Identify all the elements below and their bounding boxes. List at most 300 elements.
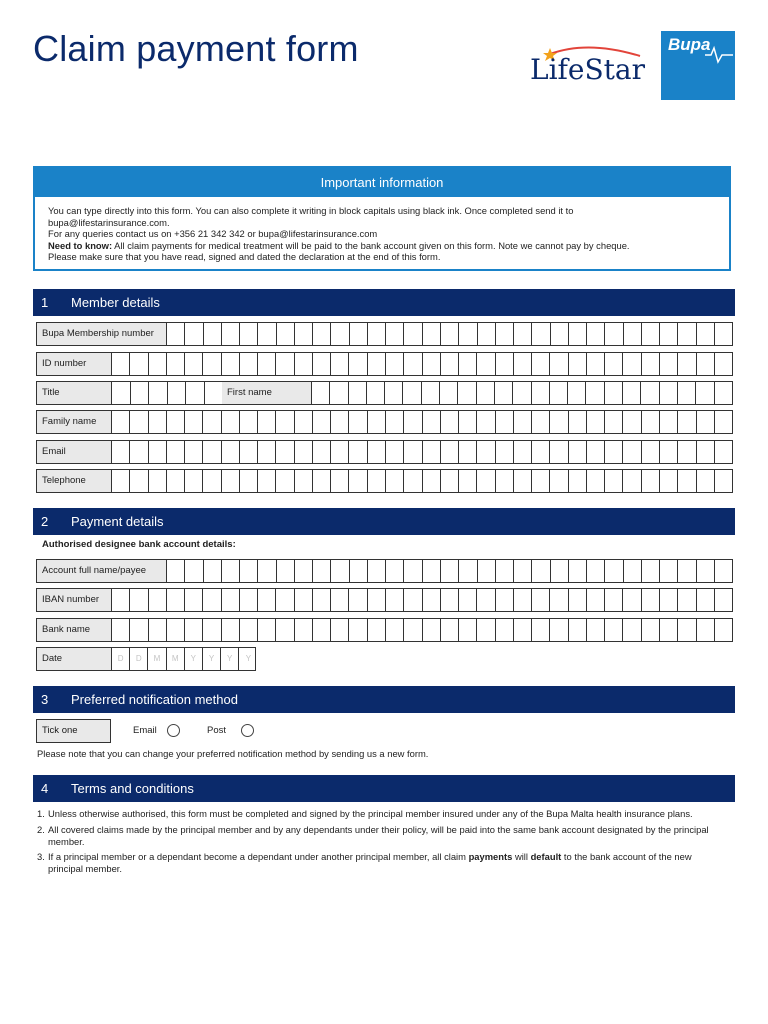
input-cell[interactable] — [313, 411, 331, 433]
input-cell[interactable] — [368, 411, 386, 433]
input-cell[interactable] — [697, 560, 715, 582]
input-cell[interactable] — [423, 411, 441, 433]
input-cell[interactable] — [550, 589, 568, 611]
input-cell[interactable] — [276, 470, 294, 492]
input-cell[interactable] — [295, 470, 313, 492]
input-cell[interactable] — [697, 323, 715, 345]
input-cell[interactable] — [678, 382, 696, 404]
telephone-cells[interactable] — [112, 470, 732, 492]
title-cells[interactable] — [112, 382, 222, 404]
bank-name-field[interactable] — [36, 618, 733, 642]
email-cells[interactable] — [112, 441, 732, 463]
input-cell[interactable] — [313, 470, 331, 492]
input-cell[interactable] — [642, 353, 660, 375]
input-cell[interactable] — [550, 411, 568, 433]
input-cell[interactable] — [697, 619, 715, 641]
input-cell[interactable] — [403, 382, 421, 404]
family-name-field[interactable] — [36, 410, 733, 434]
input-cell[interactable] — [149, 353, 167, 375]
input-cell[interactable] — [222, 589, 240, 611]
input-cell[interactable] — [112, 441, 130, 463]
input-cell[interactable] — [222, 441, 240, 463]
input-cell[interactable] — [496, 589, 514, 611]
input-cell[interactable] — [423, 560, 441, 582]
account-name-cells[interactable] — [167, 560, 732, 582]
input-cell[interactable] — [550, 619, 568, 641]
input-cell[interactable] — [660, 619, 678, 641]
input-cell[interactable] — [477, 589, 495, 611]
input-cell[interactable] — [367, 382, 385, 404]
input-cell[interactable] — [678, 560, 696, 582]
input-cell[interactable] — [715, 323, 732, 345]
input-cell[interactable] — [550, 470, 568, 492]
input-cell[interactable] — [240, 589, 258, 611]
input-cell[interactable] — [349, 382, 367, 404]
input-cell[interactable] — [496, 323, 514, 345]
input-cell[interactable] — [313, 323, 331, 345]
input-cell[interactable] — [149, 382, 168, 404]
membership-number-field[interactable] — [36, 322, 733, 346]
input-cell[interactable] — [185, 589, 203, 611]
input-cell[interactable] — [660, 411, 678, 433]
input-cell[interactable] — [441, 560, 459, 582]
input-cell[interactable] — [386, 323, 404, 345]
input-cell[interactable] — [660, 589, 678, 611]
input-cell[interactable] — [295, 323, 313, 345]
input-cell[interactable] — [167, 323, 185, 345]
input-cell[interactable] — [459, 353, 477, 375]
input-cell[interactable] — [605, 353, 623, 375]
input-cell[interactable] — [605, 560, 623, 582]
input-cell[interactable] — [715, 589, 732, 611]
input-cell[interactable] — [168, 382, 187, 404]
input-cell[interactable] — [313, 619, 331, 641]
input-cell[interactable] — [295, 353, 313, 375]
input-cell[interactable] — [423, 589, 441, 611]
input-cell[interactable] — [496, 560, 514, 582]
input-cell[interactable] — [276, 441, 294, 463]
input-cell[interactable] — [550, 441, 568, 463]
input-cell[interactable] — [295, 411, 313, 433]
input-cell[interactable] — [349, 411, 367, 433]
input-cell[interactable] — [149, 441, 167, 463]
input-cell[interactable] — [660, 560, 678, 582]
input-cell[interactable] — [258, 470, 276, 492]
input-cell[interactable] — [660, 382, 678, 404]
input-cell[interactable] — [222, 353, 240, 375]
input-cell[interactable] — [587, 589, 605, 611]
input-cell[interactable] — [532, 619, 550, 641]
date-month-cell[interactable]: M — [148, 648, 166, 670]
input-cell[interactable] — [532, 323, 550, 345]
input-cell[interactable] — [240, 470, 258, 492]
input-cell[interactable] — [349, 441, 367, 463]
input-cell[interactable] — [623, 619, 641, 641]
iban-field[interactable] — [36, 588, 733, 612]
input-cell[interactable] — [514, 560, 532, 582]
input-cell[interactable] — [386, 353, 404, 375]
input-cell[interactable] — [112, 619, 130, 641]
input-cell[interactable] — [422, 382, 440, 404]
email-field[interactable] — [36, 440, 733, 464]
input-cell[interactable] — [368, 589, 386, 611]
input-cell[interactable] — [441, 353, 459, 375]
input-cell[interactable] — [641, 382, 659, 404]
input-cell[interactable] — [149, 619, 167, 641]
id-number-cells[interactable] — [112, 353, 732, 375]
input-cell[interactable] — [349, 470, 367, 492]
input-cell[interactable] — [331, 411, 349, 433]
input-cell[interactable] — [404, 411, 422, 433]
input-cell[interactable] — [149, 470, 167, 492]
input-cell[interactable] — [330, 382, 348, 404]
input-cell[interactable] — [477, 470, 495, 492]
input-cell[interactable] — [277, 560, 295, 582]
input-cell[interactable] — [313, 589, 331, 611]
input-cell[interactable] — [441, 323, 459, 345]
input-cell[interactable] — [642, 619, 660, 641]
input-cell[interactable] — [240, 560, 258, 582]
input-cell[interactable] — [167, 589, 185, 611]
input-cell[interactable] — [551, 323, 569, 345]
input-cell[interactable] — [205, 382, 223, 404]
input-cell[interactable] — [204, 560, 222, 582]
input-cell[interactable] — [167, 560, 185, 582]
input-cell[interactable] — [514, 441, 532, 463]
input-cell[interactable] — [240, 411, 258, 433]
input-cell[interactable] — [513, 382, 531, 404]
input-cell[interactable] — [532, 589, 550, 611]
input-cell[interactable] — [623, 411, 641, 433]
input-cell[interactable] — [130, 353, 148, 375]
input-cell[interactable] — [130, 619, 148, 641]
first-name-cells[interactable] — [312, 382, 732, 404]
input-cell[interactable] — [550, 382, 568, 404]
input-cell[interactable] — [477, 382, 495, 404]
membership-number-cells[interactable] — [167, 323, 732, 345]
input-cell[interactable] — [130, 470, 148, 492]
input-cell[interactable] — [697, 411, 715, 433]
input-cell[interactable] — [368, 470, 386, 492]
input-cell[interactable] — [496, 441, 514, 463]
input-cell[interactable] — [167, 441, 185, 463]
input-cell[interactable] — [258, 441, 276, 463]
input-cell[interactable] — [203, 470, 221, 492]
input-cell[interactable] — [185, 323, 203, 345]
input-cell[interactable] — [477, 353, 495, 375]
input-cell[interactable] — [660, 470, 678, 492]
input-cell[interactable] — [587, 411, 605, 433]
input-cell[interactable] — [258, 353, 276, 375]
input-cell[interactable] — [623, 441, 641, 463]
family-name-cells[interactable] — [112, 411, 732, 433]
input-cell[interactable] — [660, 353, 678, 375]
input-cell[interactable] — [715, 382, 732, 404]
input-cell[interactable] — [587, 560, 605, 582]
input-cell[interactable] — [605, 441, 623, 463]
input-cell[interactable] — [112, 589, 130, 611]
input-cell[interactable] — [404, 560, 422, 582]
input-cell[interactable] — [130, 441, 148, 463]
input-cell[interactable] — [642, 470, 660, 492]
input-cell[interactable] — [642, 589, 660, 611]
input-cell[interactable] — [295, 619, 313, 641]
input-cell[interactable] — [569, 619, 587, 641]
input-cell[interactable] — [423, 619, 441, 641]
input-cell[interactable] — [240, 619, 258, 641]
input-cell[interactable] — [514, 411, 532, 433]
account-name-field[interactable] — [36, 559, 733, 583]
input-cell[interactable] — [697, 470, 715, 492]
input-cell[interactable] — [569, 589, 587, 611]
input-cell[interactable] — [605, 411, 623, 433]
input-cell[interactable] — [222, 560, 240, 582]
input-cell[interactable] — [423, 323, 441, 345]
input-cell[interactable] — [605, 470, 623, 492]
input-cell[interactable] — [404, 441, 422, 463]
input-cell[interactable] — [277, 323, 295, 345]
input-cell[interactable] — [459, 560, 477, 582]
input-cell[interactable] — [532, 411, 550, 433]
input-cell[interactable] — [660, 323, 678, 345]
date-year-cell[interactable]: Y — [185, 648, 203, 670]
date-year-cell[interactable]: Y — [221, 648, 239, 670]
input-cell[interactable] — [459, 411, 477, 433]
input-cell[interactable] — [185, 470, 203, 492]
input-cell[interactable] — [404, 353, 422, 375]
input-cell[interactable] — [331, 589, 349, 611]
input-cell[interactable] — [678, 470, 696, 492]
input-cell[interactable] — [514, 589, 532, 611]
input-cell[interactable] — [386, 470, 404, 492]
input-cell[interactable] — [569, 411, 587, 433]
input-cell[interactable] — [331, 619, 349, 641]
input-cell[interactable] — [678, 589, 696, 611]
input-cell[interactable] — [587, 441, 605, 463]
input-cell[interactable] — [459, 441, 477, 463]
input-cell[interactable] — [112, 382, 131, 404]
input-cell[interactable] — [587, 619, 605, 641]
input-cell[interactable] — [167, 353, 185, 375]
input-cell[interactable] — [495, 382, 513, 404]
input-cell[interactable] — [167, 470, 185, 492]
input-cell[interactable] — [496, 411, 514, 433]
input-cell[interactable] — [368, 323, 386, 345]
input-cell[interactable] — [514, 353, 532, 375]
input-cell[interactable] — [203, 353, 221, 375]
input-cell[interactable] — [459, 470, 477, 492]
input-cell[interactable] — [222, 619, 240, 641]
date-field[interactable] — [36, 647, 256, 671]
input-cell[interactable] — [715, 619, 732, 641]
input-cell[interactable] — [368, 619, 386, 641]
input-cell[interactable] — [404, 470, 422, 492]
input-cell[interactable] — [276, 353, 294, 375]
input-cell[interactable] — [368, 560, 386, 582]
input-cell[interactable] — [569, 560, 587, 582]
input-cell[interactable] — [642, 441, 660, 463]
input-cell[interactable] — [350, 323, 368, 345]
input-cell[interactable] — [276, 619, 294, 641]
input-cell[interactable] — [624, 560, 642, 582]
input-cell[interactable] — [349, 353, 367, 375]
input-cell[interactable] — [532, 441, 550, 463]
input-cell[interactable] — [258, 411, 276, 433]
input-cell[interactable] — [423, 441, 441, 463]
input-cell[interactable] — [167, 619, 185, 641]
input-cell[interactable] — [678, 619, 696, 641]
input-cell[interactable] — [240, 323, 258, 345]
input-cell[interactable] — [349, 589, 367, 611]
input-cell[interactable] — [696, 382, 714, 404]
input-cell[interactable] — [678, 353, 696, 375]
input-cell[interactable] — [404, 323, 422, 345]
input-cell[interactable] — [331, 441, 349, 463]
input-cell[interactable] — [478, 560, 496, 582]
input-cell[interactable] — [185, 411, 203, 433]
input-cell[interactable] — [404, 619, 422, 641]
input-cell[interactable] — [149, 411, 167, 433]
input-cell[interactable] — [186, 382, 205, 404]
input-cell[interactable] — [204, 323, 222, 345]
input-cell[interactable] — [496, 619, 514, 641]
id-number-field[interactable] — [36, 352, 733, 376]
input-cell[interactable] — [441, 470, 459, 492]
input-cell[interactable] — [458, 382, 476, 404]
input-cell[interactable] — [623, 382, 641, 404]
input-cell[interactable] — [349, 619, 367, 641]
input-cell[interactable] — [386, 589, 404, 611]
input-cell[interactable] — [496, 470, 514, 492]
telephone-field[interactable] — [36, 469, 733, 493]
input-cell[interactable] — [386, 411, 404, 433]
input-cell[interactable] — [678, 323, 696, 345]
input-cell[interactable] — [496, 353, 514, 375]
input-cell[interactable] — [514, 323, 532, 345]
input-cell[interactable] — [350, 560, 368, 582]
iban-cells[interactable] — [112, 589, 732, 611]
input-cell[interactable] — [331, 470, 349, 492]
input-cell[interactable] — [459, 589, 477, 611]
input-cell[interactable] — [605, 619, 623, 641]
date-year-cell[interactable]: Y — [245, 654, 252, 663]
input-cell[interactable] — [258, 323, 276, 345]
input-cell[interactable] — [258, 619, 276, 641]
input-cell[interactable] — [331, 560, 349, 582]
input-cell[interactable] — [477, 411, 495, 433]
input-cell[interactable] — [568, 382, 586, 404]
input-cell[interactable] — [167, 411, 185, 433]
input-cell[interactable] — [240, 353, 258, 375]
input-cell[interactable] — [404, 589, 422, 611]
input-cell[interactable] — [514, 470, 532, 492]
input-cell[interactable] — [276, 411, 294, 433]
title-first-name-field[interactable] — [36, 381, 733, 405]
input-cell[interactable] — [313, 353, 331, 375]
input-cell[interactable] — [368, 441, 386, 463]
input-cell[interactable] — [715, 353, 732, 375]
input-cell[interactable] — [569, 441, 587, 463]
input-cell[interactable] — [185, 560, 203, 582]
input-cell[interactable] — [623, 353, 641, 375]
input-cell[interactable] — [112, 470, 130, 492]
input-cell[interactable] — [569, 323, 587, 345]
input-cell[interactable] — [185, 619, 203, 641]
input-cell[interactable] — [112, 353, 130, 375]
input-cell[interactable] — [222, 470, 240, 492]
input-cell[interactable] — [313, 560, 331, 582]
input-cell[interactable] — [368, 353, 386, 375]
input-cell[interactable] — [441, 411, 459, 433]
input-cell[interactable] — [203, 441, 221, 463]
input-cell[interactable] — [185, 353, 203, 375]
input-cell[interactable] — [130, 411, 148, 433]
input-cell[interactable] — [478, 323, 496, 345]
input-cell[interactable] — [569, 353, 587, 375]
input-cell[interactable] — [587, 353, 605, 375]
input-cell[interactable] — [550, 353, 568, 375]
input-cell[interactable] — [605, 382, 623, 404]
input-cell[interactable] — [477, 619, 495, 641]
input-cell[interactable] — [715, 411, 732, 433]
input-cell[interactable] — [715, 470, 732, 492]
post-radio[interactable] — [241, 724, 254, 737]
input-cell[interactable] — [203, 411, 221, 433]
input-cell[interactable] — [203, 589, 221, 611]
input-cell[interactable] — [112, 411, 130, 433]
date-day-cell[interactable]: D — [130, 648, 148, 670]
input-cell[interactable] — [258, 560, 276, 582]
input-cell[interactable] — [312, 382, 330, 404]
input-cell[interactable] — [697, 441, 715, 463]
input-cell[interactable] — [715, 560, 732, 582]
input-cell[interactable] — [440, 382, 458, 404]
input-cell[interactable] — [441, 441, 459, 463]
date-cells[interactable] — [112, 648, 258, 670]
input-cell[interactable] — [605, 589, 623, 611]
input-cell[interactable] — [149, 589, 167, 611]
input-cell[interactable] — [551, 560, 569, 582]
input-cell[interactable] — [642, 560, 660, 582]
input-cell[interactable] — [587, 323, 605, 345]
input-cell[interactable] — [642, 323, 660, 345]
date-year-cell[interactable]: Y — [203, 648, 221, 670]
input-cell[interactable] — [313, 441, 331, 463]
date-day-cell[interactable]: D — [112, 648, 130, 670]
input-cell[interactable] — [131, 382, 150, 404]
input-cell[interactable] — [222, 411, 240, 433]
input-cell[interactable] — [386, 619, 404, 641]
input-cell[interactable] — [678, 441, 696, 463]
input-cell[interactable] — [203, 619, 221, 641]
input-cell[interactable] — [459, 323, 477, 345]
input-cell[interactable] — [532, 560, 550, 582]
input-cell[interactable] — [642, 411, 660, 433]
input-cell[interactable] — [331, 323, 349, 345]
input-cell[interactable] — [423, 353, 441, 375]
input-cell[interactable] — [258, 589, 276, 611]
input-cell[interactable] — [295, 560, 313, 582]
input-cell[interactable] — [441, 589, 459, 611]
input-cell[interactable] — [697, 589, 715, 611]
input-cell[interactable] — [295, 441, 313, 463]
input-cell[interactable] — [240, 441, 258, 463]
input-cell[interactable] — [386, 441, 404, 463]
input-cell[interactable] — [222, 323, 240, 345]
input-cell[interactable] — [586, 382, 604, 404]
input-cell[interactable] — [678, 411, 696, 433]
input-cell[interactable] — [477, 441, 495, 463]
